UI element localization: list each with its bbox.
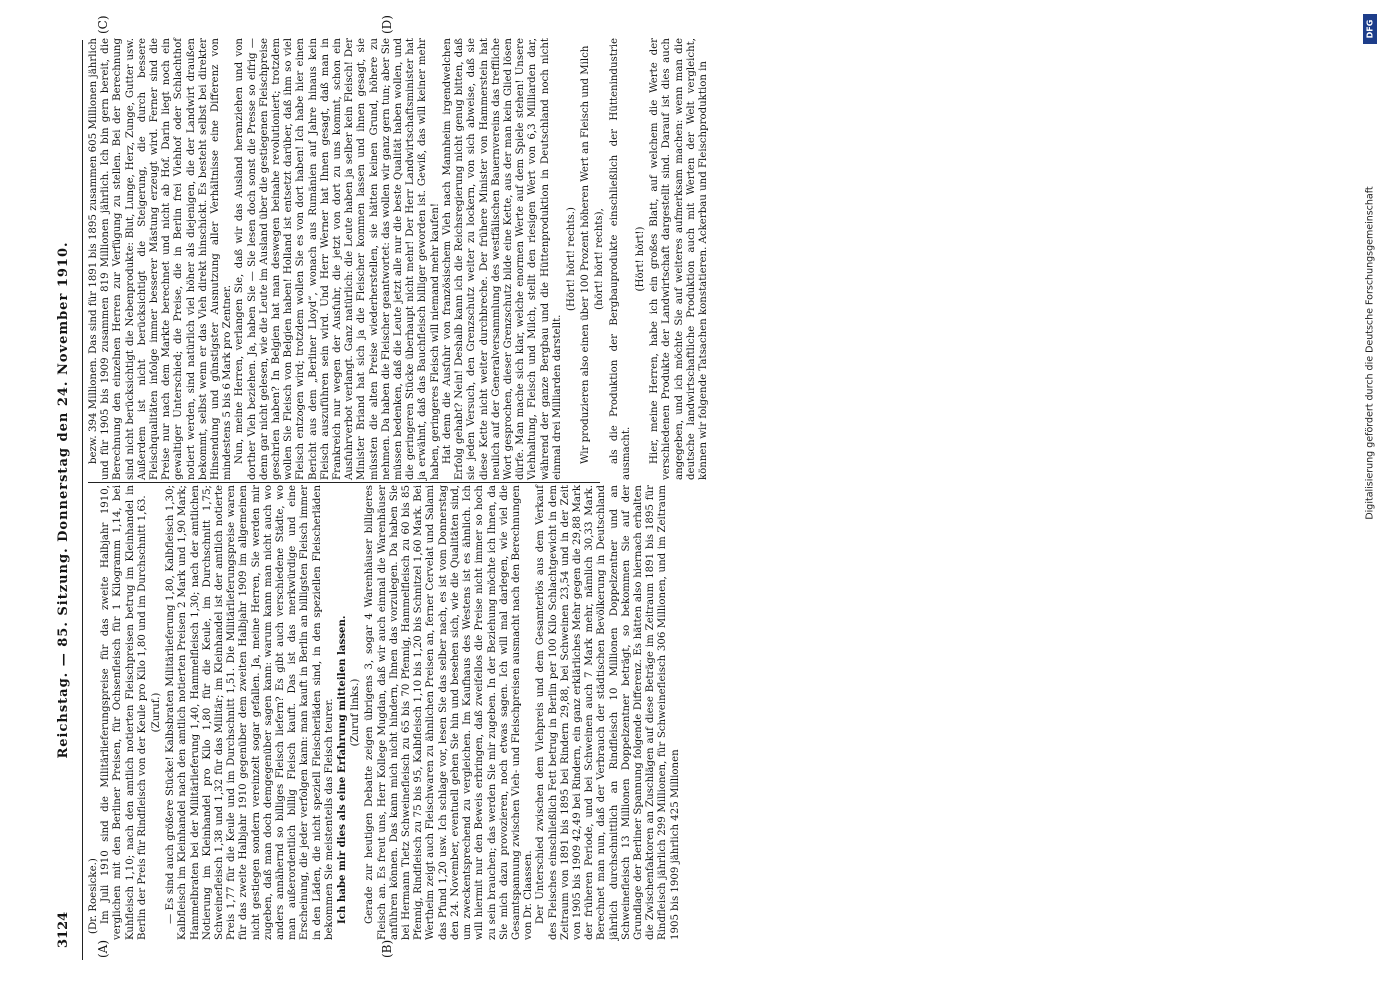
dfg-logo-text: DFG [1365, 19, 1375, 39]
right-column [88, 38, 709, 480]
interjection: (Hört! hört! rechts.) [565, 207, 577, 311]
margin-marker-b: (B) [380, 939, 394, 958]
paragraph: Ich habe mir dies als eine Erfahrung mitteilen lassen. [336, 615, 349, 924]
header-rule [82, 40, 83, 960]
dfg-stamp [1359, 8, 1385, 998]
column-divider [88, 482, 600, 483]
paragraph: Der Unterschied zwischen dem Viehpreis und dem Gesamterlös aus dem Verkauf des Fleisches einschließlich Fett betrug in Berlin per 100 Kilo Schlachtgewicht in dem Zeitraum von 1891 bis 1895 bei Rindern 29,88, bei Schweinen 23,54 und in der Zeit von 1905 bis 1909 42,49 bei Rindern, ein ganz erklärliches Mehr gegen die 29,88 Mark der früheren Periode, und bei Schweinen auch 7 Mark mehr, nämlich 30,33 Mark. Berechnet man nun, daß der Verbrauch der städtischen Bevölkerung in Deutschland jährlich durchschnittlich an Rindfleisch 10 Millionen Doppelzentner und an Schweinefleisch 13 Millionen Doppelzentner beträgt, so bekommen Sie auf der Grundlage der Berliner Spannung folgende Differenz. Es hätten also hiernach erhalten die Zwischenfaktoren an Zuschlägen auf diese Beträge im Zeitraum 1891 bis 1895 für Rindfleisch jährlich 299 Millionen, für Schweinefleisch 306 Millionen, und im Zeitraum 1905 bis 1909 jährlich 425 Millionen [535, 485, 681, 940]
interjection: (Hört! hört!) [634, 226, 646, 292]
paragraph: — Es sind auch größere Stücke! Kalbsbraten Militärlieferung 1,80, Kalbfleisch 1,30; Kalbfleisch im Kleinhandel nach den amtlich notierten Preisen 2 Mark und 1,90 Mark; Hammelbraten bei der Militärlieferung 1,40, Hammelfleisch 1,30; nach der amtlichen Notierung im Kleinhandel pro Kilo 1,80 für die Keule, im Durchschnitt 1,75; Schweinefleisch 1,38 und 1,32 für das Militär; im Kleinhandel ist der amtlich notierte Preis 1,77 für die Keule und im Durchschnitt 1,51. Die Militärlieferungspreise waren für das zweite Halbjahr 1910 gegenüber dem zweiten Halbjahr 1909 im allgemeinen nicht gestiegen sondern vereinzelt sogar gefallen. Ja, meine Herren, Sie werden mir zugeben, daß man doch demgegenüber sagen kann: warum kann man nicht auch wo anders annähernd so billiges Fleisch liefern? Es gibt auch verschiedene Städte, wo man außerordentlich billig Fleisch kauft. Das ist das merkwürdige und eine Erscheinung, die jeder verfolgen kann: man kauft in Berlin an billigsten Fleisch immer in den Läden, die nicht speziell Fleischerläden sind, in den speziellen Fleischerläden bekommen Sie meistenteils das Fleisch teurer. [165, 485, 335, 940]
paragraph: als die Produktion der Bergbauprodukte einschließlich der Hüttenindustrie ausmacht. [608, 38, 632, 480]
margin-marker-c: (C) [96, 15, 110, 34]
paragraph: Nun, meine Herren, verlangen Sie, daß wir das Ausland heranziehen und von dorther Vieh beziehen. Ja, haben Sie — Sie lesen doch sonst die Presse so eifrig — denn gar nicht gelesen, wie die Leute im Ausland über die gestiegenen Fleischpreise geschrien haben? In Belgien hat man deswegen beinahe revolutioniert; trotzdem wollen Sie Fleisch von Belgien haben! Holland ist entsetzt darüber, daß ihm so viel Fleisch entzogen wird; trotzdem wollen Sie es von dort haben! Ich habe hier einen Bericht aus dem „Berliner Lloyd“, wonach aus Rumänien auf Jahre hinaus kein Fleisch auszuführen sein wird. Und Herr Werner hat Ihnen gesagt, daß man in Frankreich nur wegen der Ausfuhr, die jetzt von dort zu uns kommt, schon ein Ausfuhrverbot verlangt. Ganz natürlich: die Leute haben ja selber kein Fleisch! Der Minister Briand hat sich ja die Fleischer kommen lassen und ihnen gesagt, sie müssten die alten Preise wiederherstellen, sie hätten keinen Grund, höhere zu nehmen. Da haben die Fleischer geantwortet: das wollen wir ganz gern tun; aber Sie müssen bedenken, daß die Leute jetzt alle nur die beste Qualität haben wollen, und die geringeren Stücke überhaupt nicht mehr! Der Herr Landwirtschaftsminister hat ja erwähnt, daß das Bauchfleisch billiger geworden ist. Gewiß, das will keiner mehr haben, geringeres Fleisch will niemand mehr kaufen! [234, 38, 441, 480]
dfg-logo [1363, 14, 1377, 44]
interjection: (Zuruf.) [151, 692, 163, 733]
paragraph: Wir produzieren also einen über 100 Prozent höheren Wert an Fleisch und Milch [580, 45, 592, 464]
paragraph: Hier, meine Herren, habe ich ein großes Blatt, auf welchem die Werte der verschiedenen Produkte der Landwirtschaft dargestellt sind. Darauf ist dies auch angegeben, und ich möchte Sie auf weiteres aufmerksam machen: wenn man die deutsche landwirtschaftliche Produktion auch mit Werten der Welt vergleicht, können wir folgende Tatsachen konstatieren. Ackerbau und Fleischproduktion in [649, 38, 709, 480]
interjection: (Zuruf links.) [350, 678, 362, 747]
paragraph: bezw. 394 Millionen. Das sind für 1891 bis 1895 zusammen 605 Millionen jährlich und für 1905 bis 1909 zusammen 819 Millionen jährlich. Ich bin gern bereit, die Berechnung den einzelnen Herren zur Verfügung zu stellen. Bei der Berechnung sind nicht berücksichtigt die Nebenprodukte: Blut, Lunge, Herz, Zunge, Gutter usw. Außerdem ist nicht berücksichtigt die Steigerung, die durch bessere Fleischqualitäten infolge immer besserer Mästung erzeugt wird. Ferner sind die Preise nur nach dem Markte berechnet und nicht ab Hof. Darin liegt noch ein gewaltiger Unterschied; die Preise, die in Berlin frei Viehhof oder Schlachthof notiert werden, sind natürlich viel höher als diejenigen, die der Landwirt draußen bekommt, selbst wenn er das Vieh direkt hinschickt. Es besteht selbst bei direkter Hinsendung und günstigster Ausnutzung aller Verhältnisse eine Differenz von mindestens 5 bis 6 Mark pro Zentner. [88, 38, 234, 480]
dfg-caption-text: Digitalisierung gefördert durch die Deutsche Forschungsgemeinschaft [1364, 186, 1376, 520]
page-header [52, 40, 78, 960]
left-column [88, 485, 681, 940]
margin-marker-d: (D) [380, 15, 394, 34]
speaker-name: (Dr. Roesicke.) [88, 858, 99, 934]
interjection: (hört! hört! rechts), [594, 208, 606, 310]
page-title: Reichstag. — 85. Sitzung. Donnerstag den 24. November 1910. [56, 241, 71, 759]
margin-marker-a: (A) [96, 939, 110, 958]
paragraph: Gerade zur heutigen Debatte zeigen übrigens 3, sogar 4 Warenhäuser billigeres Fleisch an. Es freut uns, Herr Kollege Mugdan, daß wir auch einmal die Warenhäuser anführen können. Das kann mich nicht hindern, Ihnen das vorzulegen. Da haben Sie bei Hermann Tietz Schweinefleisch zu 65 bis 70 Pfennig, Hammelfleisch zu 60 bis 85 Pfennig, Rindfleisch zu 75 bis 95, Kalbfleisch 1,10 bis 1,20 bis Schnitzel 1,60 Mark. Bei Wertheim zeigt auch Fleischwaren zu ähnlichen Preisen an, ferner Cervelat und Salami das Pfund 1,20 usw. Ich schlage vor, lesen Sie das selber nach, es ist vom Donnerstag den 24. November, eventuell gehen Sie hin und besehen sich, wie die Qualitäten sind, um zweckentsprechend zu vergleichen. Im Kaufhaus des Westens ist es ähnlich. Ich will hiermit nur den Beweis erbringen, daß zweifellos die Preise nicht immer so hoch zu sein brauchen; das werden Sie mir zugeben. In der Beziehung möchte ich Ihnen, da Sie mich dazu provozieren, noch etwas sagen. Ich will mal darlegen, wie viel die Gesamtspannung zwischen Vieh- und Fleischpreisen ausmacht nach den Berechnungen von Dr. Claassen. [364, 485, 535, 940]
paragraph: Im Juli 1910 sind die Militärlieferungspreise für das zweite Halbjahr 1910, verglichen mit den Berliner Preisen, für Ochsenfleisch für 1 Kilogramm 1,14, bei Kuhfleisch 1,10; nach den amtlich notierten Fleischpreisen betrug im Kleinhandel in Berlin der Preis für Rindfleisch von der Keule pro Kilo 1,80 und im Durchschnitt 1,63. [100, 485, 148, 940]
page-number: 3124 [56, 911, 71, 948]
paragraph: Hat denn die Ausfuhr von französischem Vieh nach Mannheim irgendwelchen Erfolg gehabt? Nein! Deshalb kann ich die Reichsregierung nicht genug bitten, daß sie jeden Versuch, den Grenzschutz weiter zu lockern, von sich abweise, daß sie diese Kette nicht weiter durchbreche. Der frühere Minister von Hammerstein hat neulich auf der Generalversammlung des westfälischen Bauernvereins das treffliche Wort gesprochen, dieser Grenzschutz bilde eine Kette, aus der man kein Glied lösen dürfe. Man mache sich klar, welche enormen Werte auf dem Spiele stehen! Unsere Viehhaltung, Fleisch und Milch, stellt den riesigen Wert von 6,3 Milliarden dar, während der ganze Bergbau und die Hüttenproduktion in Deutschland noch nicht einmal drei Milliarden darstellt. [441, 38, 563, 480]
